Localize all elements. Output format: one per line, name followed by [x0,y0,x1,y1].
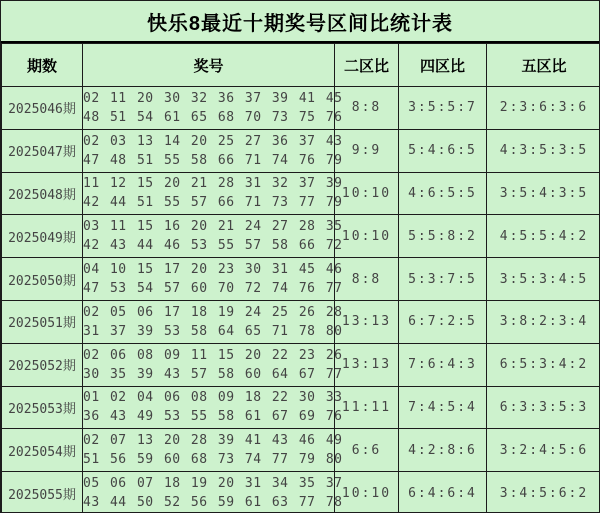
zone2-ratio-cell: 8:8 [335,87,399,130]
zone4-ratio-cell: 5:4:6:5 [399,129,487,172]
numbers-line-1: 02 06 08 09 11 15 20 22 23 26 [83,347,343,363]
numbers-cell [83,429,343,472]
period-cell: 2025055期 [2,472,83,513]
numbers-cell [83,343,343,386]
numbers-cell [83,300,343,343]
table-row [2,386,600,429]
table-row [2,300,600,343]
numbers-line-1: 02 05 06 17 18 19 24 25 26 28 [83,304,343,320]
zone2-ratio-cell: 10:10 [335,472,399,513]
numbers-cell [83,87,343,130]
table-row [2,172,600,215]
period-cell: 2025048期 [2,172,83,215]
numbers-line-2: 47 48 51 55 58 66 71 74 76 79 [83,152,343,168]
period-cell: 2025052期 [2,343,83,386]
zone5-ratio-cell: 4:3:5:3:5 [487,129,600,172]
numbers-cell [83,386,343,429]
header-zone4-ratio: 四区比 [399,44,487,87]
zone4-ratio-cell: 4:6:5:5 [399,172,487,215]
zone5-ratio-cell: 3:8:2:3:4 [487,300,600,343]
zone4-ratio-cell: 6:4:6:4 [399,472,487,513]
zone5-ratio-cell: 3:4:5:6:2 [487,472,600,513]
zone5-ratio-cell: 2:3:6:3:6 [487,87,600,130]
table-row [2,129,600,172]
zone2-ratio-cell: 8:8 [335,258,399,301]
zone4-ratio-cell: 7:4:5:4 [399,386,487,429]
table-row [2,258,600,301]
zone5-ratio-cell: 3:5:4:3:5 [487,172,600,215]
header-numbers: 奖号 [83,44,335,87]
stats-table [1,43,600,513]
numbers-line-2: 31 37 39 53 58 64 65 71 78 80 [83,323,343,339]
period-cell: 2025054期 [2,429,83,472]
numbers-cell [83,258,343,301]
numbers-line-2: 42 44 51 55 57 66 71 73 77 79 [83,195,343,211]
table-body [2,87,600,513]
header-row [2,44,600,87]
period-cell: 2025047期 [2,129,83,172]
numbers-cell [83,472,343,513]
zone5-ratio-cell: 6:3:3:5:3 [487,386,600,429]
numbers-line-2: 43 44 50 52 56 59 61 63 77 78 [83,495,343,511]
zone5-ratio-cell: 6:5:3:4:2 [487,343,600,386]
numbers-line-2: 42 43 44 46 53 55 57 58 66 72 [83,238,343,254]
period-cell: 2025050期 [2,258,83,301]
numbers-line-1: 02 03 13 14 20 25 27 36 37 43 [83,133,343,149]
numbers-line-1: 02 11 20 30 32 36 37 39 41 45 [83,90,343,106]
zone2-ratio-cell: 10:10 [335,172,399,215]
zone5-ratio-cell: 3:5:3:4:5 [487,258,600,301]
table-row [2,87,600,130]
table-row [2,215,600,258]
table-row [2,472,600,513]
period-cell: 2025051期 [2,300,83,343]
zone2-ratio-cell: 11:11 [335,386,399,429]
period-cell: 2025046期 [2,87,83,130]
numbers-line-2: 30 35 39 43 57 58 60 64 67 77 [83,366,343,382]
numbers-line-2: 36 43 49 53 55 58 61 67 69 76 [83,409,343,425]
zone4-ratio-cell: 5:5:8:2 [399,215,487,258]
zone2-ratio-cell: 10:10 [335,215,399,258]
zone2-ratio-cell: 13:13 [335,343,399,386]
zone4-ratio-cell: 5:3:7:5 [399,258,487,301]
numbers-line-1: 11 12 15 20 21 28 31 32 37 39 [83,176,343,192]
numbers-line-1: 05 06 07 18 19 20 31 34 35 37 [83,476,343,492]
numbers-line-1: 03 11 15 16 20 21 24 27 28 35 [83,219,343,235]
table-row [2,343,600,386]
zone5-ratio-cell: 3:2:4:5:6 [487,429,600,472]
numbers-line-1: 01 02 04 06 08 09 18 22 30 33 [83,390,343,406]
numbers-line-2: 51 56 59 60 68 73 74 77 79 80 [83,452,343,468]
numbers-line-2: 47 53 54 57 60 70 72 74 76 77 [83,281,343,297]
period-cell: 2025049期 [2,215,83,258]
header-period: 期数 [2,44,83,87]
page-title: 快乐8最近十期奖号区间比统计表 [1,1,599,43]
numbers-line-1: 02 07 13 20 28 39 41 43 46 49 [83,433,343,449]
numbers-cell [83,129,343,172]
zone2-ratio-cell: 13:13 [335,300,399,343]
table-row [2,429,600,472]
numbers-cell [83,172,343,215]
numbers-cell [83,215,343,258]
zone2-ratio-cell: 6:6 [335,429,399,472]
zone4-ratio-cell: 6:7:2:5 [399,300,487,343]
numbers-line-1: 04 10 15 17 20 23 30 31 45 46 [83,262,343,278]
zone2-ratio-cell: 9:9 [335,129,399,172]
zone4-ratio-cell: 4:2:8:6 [399,429,487,472]
header-zone2-ratio: 二区比 [335,44,399,87]
period-cell: 2025053期 [2,386,83,429]
header-zone5-ratio: 五区比 [487,44,600,87]
zone5-ratio-cell: 4:5:5:4:2 [487,215,600,258]
numbers-line-2: 48 51 54 61 65 68 70 73 75 76 [83,109,343,125]
zone4-ratio-cell: 7:6:4:3 [399,343,487,386]
zone4-ratio-cell: 3:5:5:7 [399,87,487,130]
